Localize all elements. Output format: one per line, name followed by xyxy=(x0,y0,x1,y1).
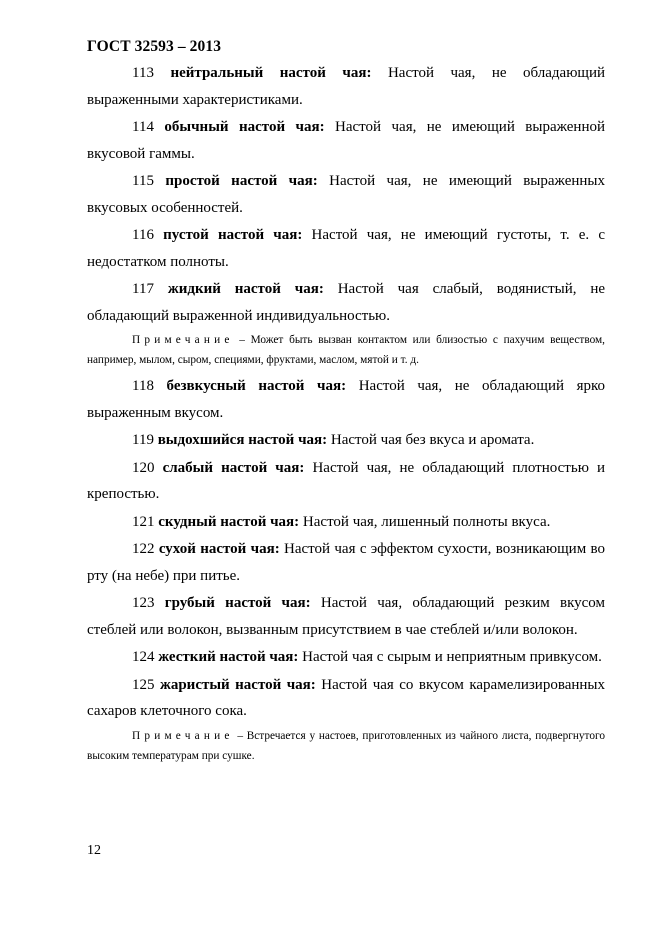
term-121 xyxy=(87,509,605,536)
term-number: 114 xyxy=(132,119,154,135)
term-number: 122 xyxy=(132,541,155,557)
term-name: сухой настой чая: xyxy=(158,541,280,557)
terms-list xyxy=(87,60,605,769)
note-text: – Встречается у настоев, приготовленных из чайного листа, подвергнутого высоким температурам при сушке. xyxy=(87,729,605,762)
term-name: пустой настой чая: xyxy=(163,227,303,243)
term-number: 119 xyxy=(132,432,154,448)
term-name: обычный настой чая: xyxy=(164,119,325,135)
term-number: 118 xyxy=(132,378,154,394)
term-definition: Настой чая со вкусом карамелизированных сахаров клеточного сока. xyxy=(87,676,606,719)
term-number: 120 xyxy=(132,459,155,476)
note-text: – Может быть вызван контактом или близостью с пахучим веществом, например, мылом, сыром, специями, фруктами, маслом, мятой и т. д. xyxy=(87,334,605,366)
term-number: 117 xyxy=(132,281,154,297)
term-name: жидкий настой чая: xyxy=(167,281,324,297)
term-name: нейтральный настой чая: xyxy=(170,65,372,81)
term-definition: Настой чая без вкуса и аромата. xyxy=(330,432,535,448)
note-label: Примечание xyxy=(132,729,234,742)
term-119 xyxy=(87,427,605,454)
term-number: 115 xyxy=(132,173,154,189)
term-name: безвкусный настой чая: xyxy=(166,378,347,394)
term-name: слабый настой чая: xyxy=(162,459,305,476)
term-name: жаристый настой чая: xyxy=(159,676,316,693)
term-number: 113 xyxy=(132,65,154,81)
term-number: 124 xyxy=(132,649,155,665)
note-2 xyxy=(87,726,605,766)
term-114 xyxy=(87,114,605,167)
page-number: 12 xyxy=(87,843,101,858)
term-name: жесткий настой чая: xyxy=(158,649,299,665)
term-116 xyxy=(87,222,605,275)
term-125 xyxy=(87,672,605,725)
term-117 xyxy=(87,276,605,329)
term-definition: Настой чая, не обладающий ярко выраженным вкусом. xyxy=(87,378,606,421)
term-definition: Настой чая, не обладающий выраженными характеристиками. xyxy=(87,65,606,108)
term-definition: Настой чая, не обладающий плотностью и крепостью. xyxy=(87,459,606,502)
term-number: 116 xyxy=(132,227,154,243)
term-definition: Настой чая, лишенный полноты вкуса. xyxy=(302,513,551,530)
term-definition: Настой чая, не имеющий выраженных вкусовых особенностей. xyxy=(87,173,606,216)
term-number: 121 xyxy=(132,513,155,530)
term-definition: Настой чая слабый, водянистый, не обладающий выраженной индивидуальностью. xyxy=(87,281,606,324)
note-label: Примечание xyxy=(132,334,234,346)
term-definition: Настой чая с эффектом сухости, возникающим во рту (на небе) при питье. xyxy=(87,541,605,584)
term-number: 123 xyxy=(132,595,155,611)
standard-header: ГОСТ 32593 – 2013 xyxy=(87,38,222,55)
term-124 xyxy=(87,644,605,671)
term-name: скудный настой чая: xyxy=(158,513,300,530)
term-definition: Настой чая, не имеющий густоты, т. е. с недостатком полноты. xyxy=(87,227,606,270)
term-name: выдохшийся настой чая: xyxy=(157,432,328,448)
term-120 xyxy=(87,455,605,508)
term-name: грубый настой чая: xyxy=(164,595,311,611)
term-name: простой настой чая: xyxy=(165,173,318,189)
note-1 xyxy=(87,330,605,370)
term-definition: Настой чая с сырым и неприятным привкусом. xyxy=(302,649,602,665)
term-definition: Настой чая, не имеющий выраженной вкусовой гаммы. xyxy=(87,119,606,162)
term-122 xyxy=(87,536,605,589)
term-118 xyxy=(87,373,605,426)
term-number: 125 xyxy=(132,676,155,693)
term-113 xyxy=(87,60,605,113)
term-definition: Настой чая, обладающий резким вкусом стеблей или волокон, вызванным присутствием в чае стеблей и/или волокон. xyxy=(87,595,606,638)
term-123 xyxy=(87,590,605,643)
term-115 xyxy=(87,168,605,221)
